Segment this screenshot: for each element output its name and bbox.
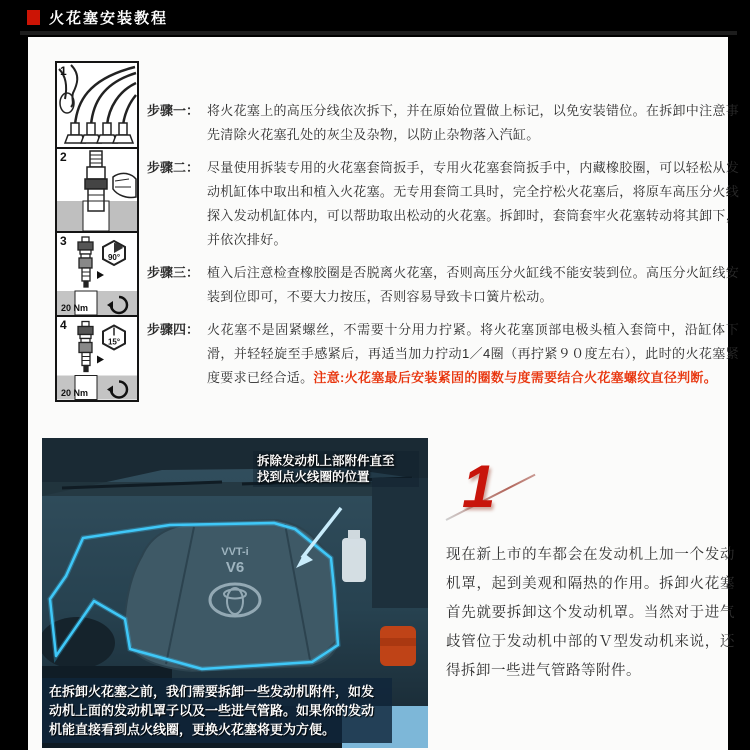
torque-label: 20 Nm	[61, 303, 89, 313]
wires-removal-illustration	[57, 63, 137, 147]
step-label: 步骤三：	[147, 265, 200, 280]
step-text: 植入后注意检查橡胶圈是否脱离火花塞，否则高压分火缸线不能安装到位。高压分火缸线安装到位即可，不要大力按压，否则容易导致卡口簧片松动。	[207, 265, 740, 304]
step-text-body: 火花塞不是固紧螺丝，不需要十分用力拧紧。将火花塞顶部电极头植入套筒中，沿缸体下滑，并轻轻旋至手感紧后，再适当加力拧动1／4圈（再拧紧９０度左右），此时的火花塞紧度要求已经合适。	[207, 322, 739, 385]
reservoir-bottle	[342, 538, 366, 582]
panel-number: 2	[60, 150, 67, 164]
panel-number: 1	[60, 64, 67, 78]
steps-list	[147, 99, 739, 399]
callout-line-1: 拆除发动机上部附件直至	[257, 454, 395, 468]
diagram-panel-3	[55, 231, 139, 317]
step-text: 尽量使用拆装专用的火花塞套筒扳手，专用火花塞套筒扳手中，内藏橡胶圈，可以轻松从发动机缸体中取出和植入火花塞。无专用套筒工具时，完全拧松火花塞后，将原车高压分火线探入发动机缸体内，可以帮助取出松动的火花塞。拆卸时，套筒套牢火花塞转动将其卸下，并依次排好。	[207, 160, 740, 247]
step-1	[147, 99, 739, 147]
torque-label: 20 Nm	[61, 388, 89, 398]
step-3	[147, 261, 739, 309]
step-text	[207, 318, 739, 390]
step-2	[147, 156, 739, 252]
step-label: 步骤一：	[147, 103, 200, 118]
step-warning-note: 注意:火花塞最后安装紧固的圈数与度需要结合火花塞螺纹直径判断。	[313, 370, 718, 385]
diagram-panel-2	[55, 147, 139, 233]
callout-line-2: 找到点火线圈的位置	[257, 470, 370, 484]
socket-wrench-illustration	[57, 149, 137, 231]
photo-callout	[253, 451, 419, 487]
photo-caption: 在拆卸火花塞之前，我们需要拆卸一些发动机附件，如发动机上面的发动机罩子以及一些进气管路。如果你的发动机能直接看到点火线圈，更换火花塞将更为方便。	[42, 678, 392, 743]
panel-angle-value: 15°	[107, 337, 121, 347]
section-number-block	[446, 453, 735, 537]
header-bar	[20, 4, 737, 35]
page-title: 火花塞安装教程	[49, 10, 169, 27]
diagram-panel-4	[55, 315, 139, 402]
step-4	[147, 318, 739, 390]
section-number: 1	[462, 453, 496, 520]
section-column	[446, 453, 735, 686]
instruction-diagram	[55, 61, 139, 402]
diagram-panel-1	[55, 61, 139, 149]
engine-badge-v6: V6	[225, 559, 245, 576]
step-text: 将火花塞上的高压分线依次拆下，并在原始位置做上标记，以免安装错位。在拆卸中注意事先清除火花塞孔处的灰尘及杂物，以防止杂物落入汽缸。	[207, 103, 740, 142]
red-square-icon	[27, 10, 40, 25]
panel-number: 3	[60, 234, 67, 248]
panel-number: 4	[60, 318, 67, 332]
panel-angle-value: 90°	[107, 253, 121, 262]
step-label: 步骤二：	[147, 160, 200, 175]
section-paragraph: 现在新上市的车都会在发动机上加一个发动机罩，起到美观和隔热的作用。拆卸火花塞首先就要拆卸这个发动机罩。当然对于进气歧管位于发动机中部的Ｖ型发动机来说，还得拆卸一些进气管路等附件。	[446, 547, 735, 679]
step-label: 步骤四：	[147, 322, 200, 337]
content-sheet	[28, 37, 740, 750]
engine-cover	[125, 520, 338, 671]
engine-badge-vvti: VVT-i	[221, 546, 249, 558]
engine-bay-photo	[42, 438, 428, 748]
